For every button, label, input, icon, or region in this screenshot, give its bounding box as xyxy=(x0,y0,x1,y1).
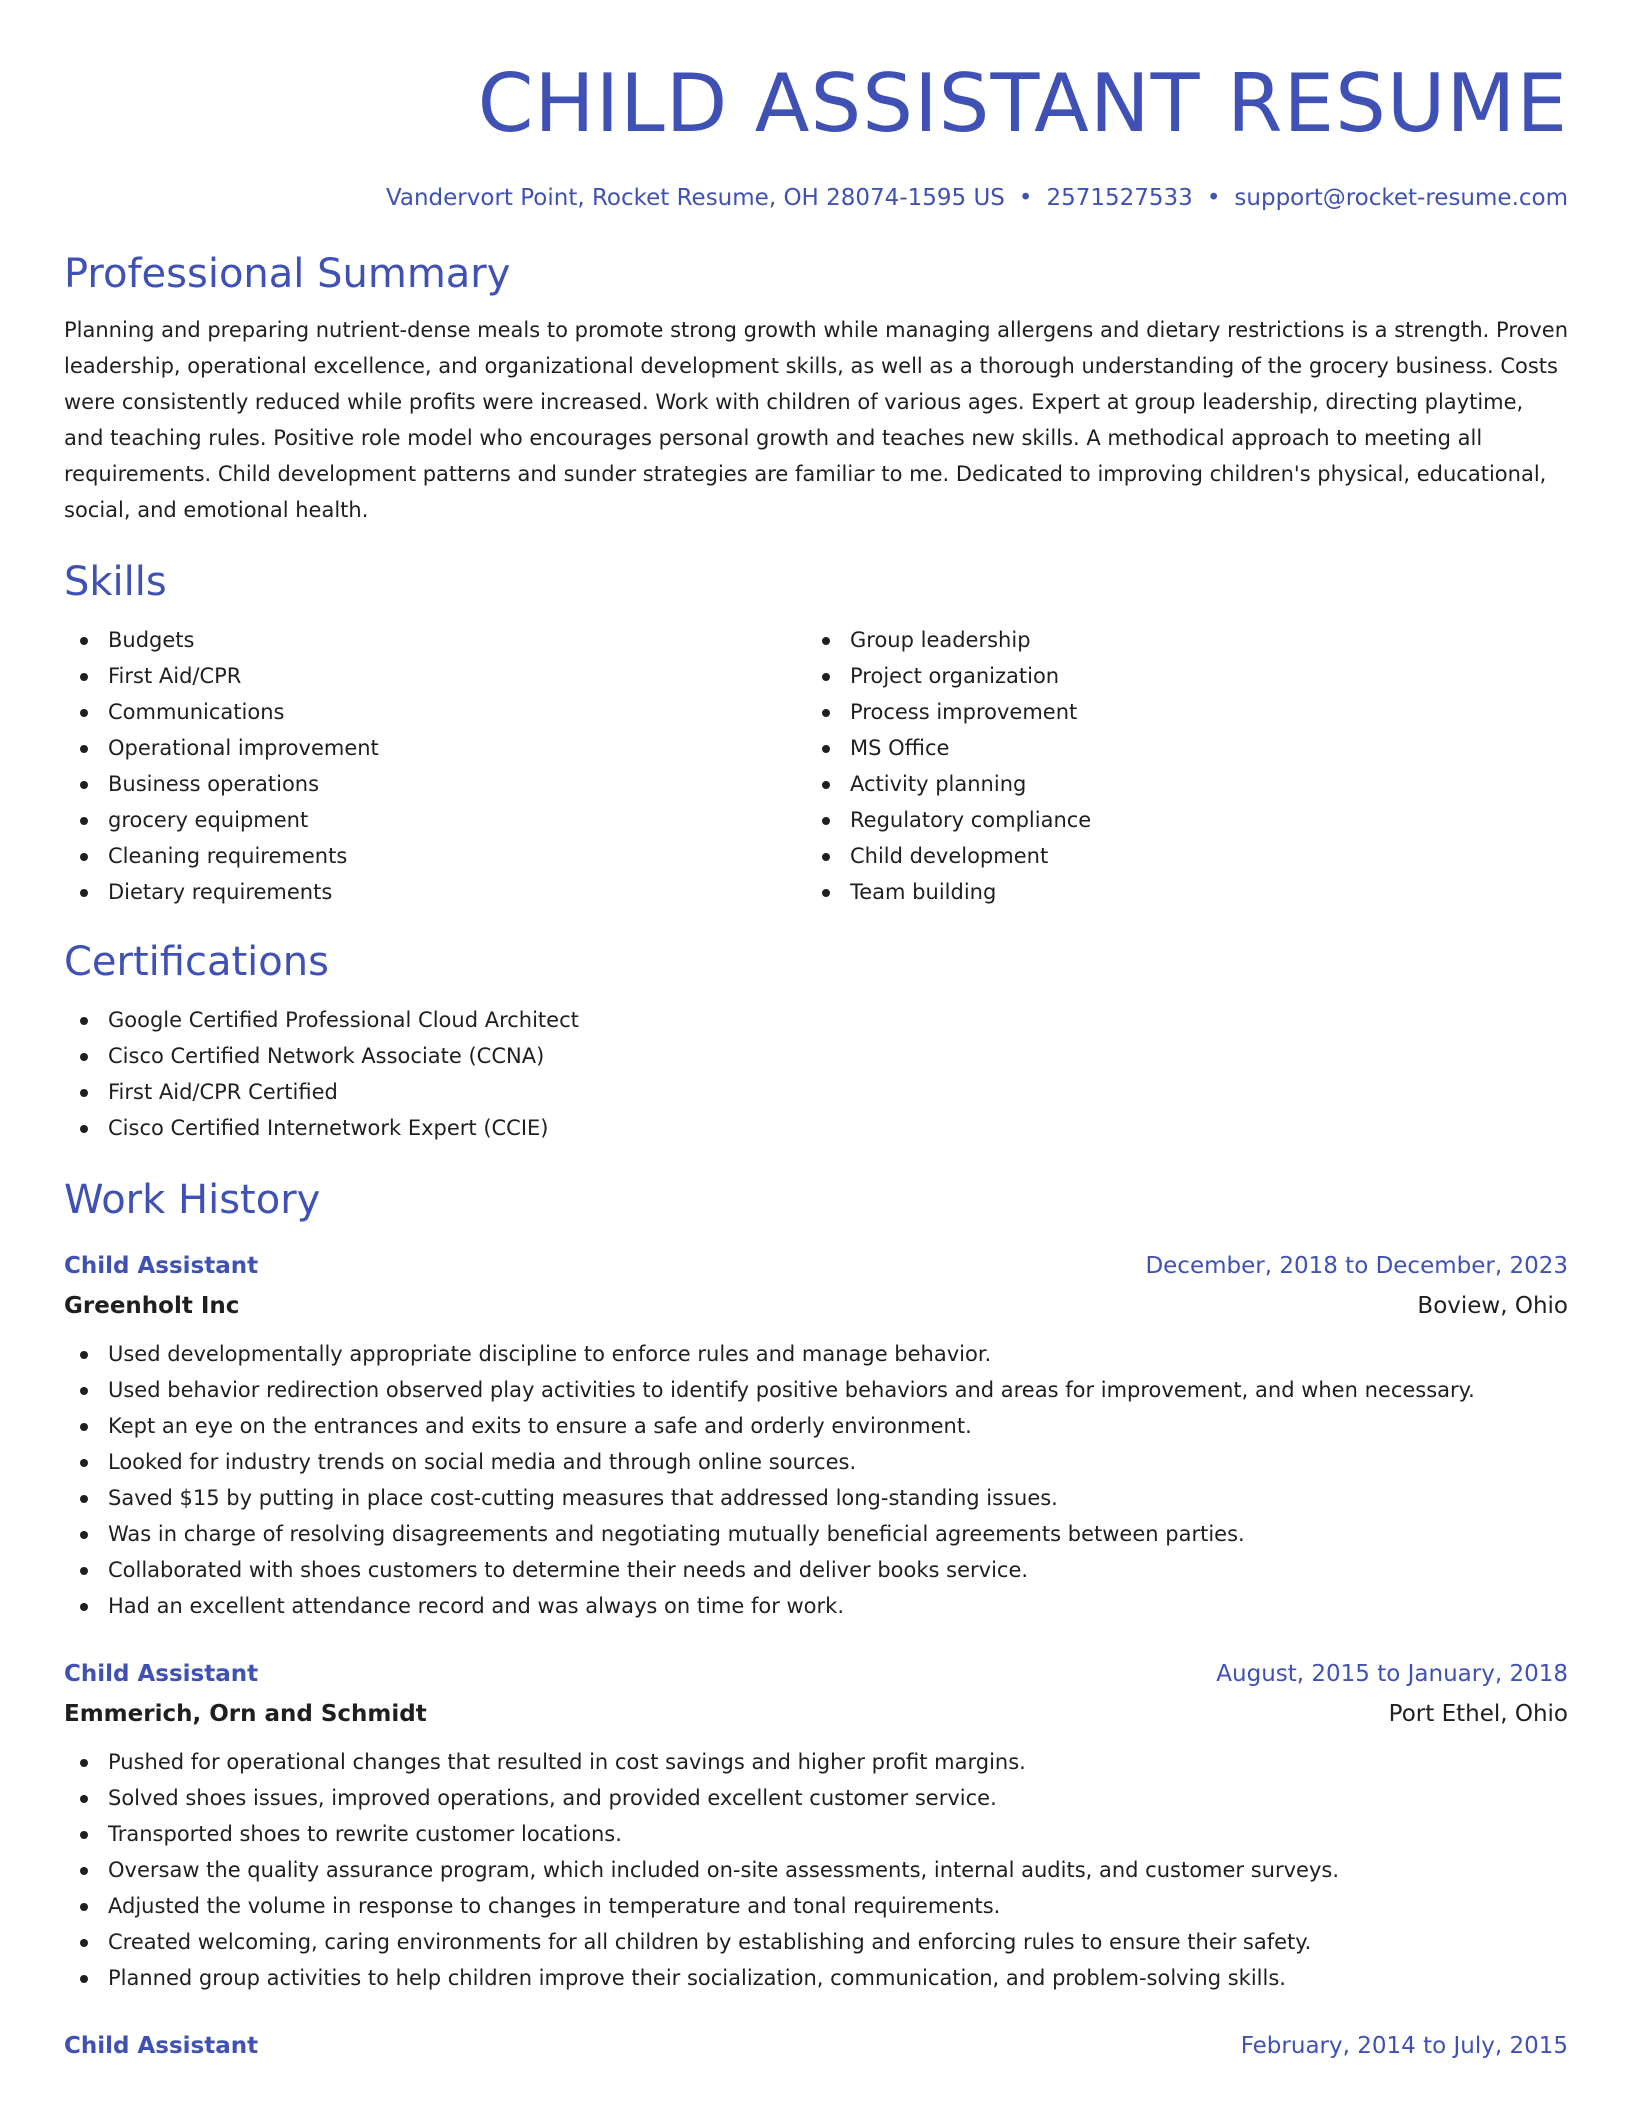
skill-label: Communications xyxy=(108,700,285,724)
bullet-dot xyxy=(80,781,88,789)
skill-label: Child development xyxy=(850,844,1049,868)
job-duty-item xyxy=(64,1960,1568,1996)
job-dates: December, 2018 to December, 2023 xyxy=(1145,1253,1568,1279)
job-header-row xyxy=(64,2026,1568,2066)
skill-label: Group leadership xyxy=(850,628,1031,652)
bullet-dot xyxy=(80,1495,88,1503)
skill-label: Budgets xyxy=(108,628,195,652)
bullet-dot xyxy=(822,853,830,861)
job-duty-text: Had an excellent attendance record and was always on time for work. xyxy=(108,1594,845,1618)
certification-item xyxy=(64,1074,1568,1110)
job-entry xyxy=(64,1246,1568,1624)
bullet-dot xyxy=(80,1975,88,1983)
bullet-dot xyxy=(822,673,830,681)
job-duty-item xyxy=(64,1888,1568,1924)
skill-item xyxy=(64,730,806,766)
section-title-summary: Professional Summary xyxy=(64,251,511,297)
bullet-dot xyxy=(80,1531,88,1539)
skill-item xyxy=(64,622,806,658)
job-duty-text: Was in charge of resolving disagreements and negotiating mutually beneficial agreements between parties. xyxy=(108,1522,1245,1546)
bullet-dot xyxy=(822,637,830,645)
bullet-dot xyxy=(80,1053,88,1061)
skill-item xyxy=(64,874,806,910)
job-duties-list xyxy=(64,1744,1568,1996)
bullet-dot xyxy=(80,1603,88,1611)
skill-item xyxy=(64,766,806,802)
bullet-dot xyxy=(822,781,830,789)
job-duty-item xyxy=(64,1552,1568,1588)
job-duty-item xyxy=(64,1816,1568,1852)
contact-line xyxy=(64,182,1568,214)
certification-item xyxy=(64,1110,1568,1146)
bullet-dot xyxy=(80,1867,88,1875)
job-duty-item xyxy=(64,1516,1568,1552)
contact-phone: 2571527533 xyxy=(1046,185,1193,211)
job-header-row xyxy=(64,1654,1568,1694)
skill-label: Regulatory compliance xyxy=(850,808,1092,832)
skills-column-right xyxy=(806,622,1548,910)
job-duty-item xyxy=(64,1444,1568,1480)
job-company: Greenholt Inc xyxy=(64,1293,240,1319)
job-location: Boview, Ohio xyxy=(1417,1293,1568,1319)
bullet-dot xyxy=(80,1903,88,1911)
skill-item xyxy=(806,730,1548,766)
resume-title: CHILD ASSISTANT RESUME xyxy=(477,57,1568,150)
job-duties-list xyxy=(64,1336,1568,1624)
skill-item xyxy=(806,874,1548,910)
bullet-dot xyxy=(80,637,88,645)
skill-item xyxy=(806,658,1548,694)
job-duty-text: Looked for industry trends on social media and through online sources. xyxy=(108,1450,857,1474)
job-duty-item xyxy=(64,1588,1568,1624)
certification-item xyxy=(64,1002,1568,1038)
job-dates: February, 2014 to July, 2015 xyxy=(1240,2033,1568,2059)
bullet-dot xyxy=(80,1831,88,1839)
bullet-dot xyxy=(80,817,88,825)
skills-column-left xyxy=(64,622,806,910)
contact-separator: • xyxy=(1018,185,1033,211)
skill-label: Activity planning xyxy=(850,772,1027,796)
skill-label: MS Office xyxy=(850,736,950,760)
bullet-dot xyxy=(80,1939,88,1947)
job-company-row xyxy=(64,1694,1568,1734)
bullet-dot xyxy=(80,1795,88,1803)
job-header-row xyxy=(64,1246,1568,1286)
job-duty-text: Planned group activities to help children improve their socialization, communication, and problem-solving skills. xyxy=(108,1966,1286,1990)
section-title-work-history: Work History xyxy=(64,1177,321,1223)
job-duty-text: Created welcoming, caring environments for all children by establishing and enforcing rules to ensure their safety. xyxy=(108,1930,1312,1954)
skill-label: Project organization xyxy=(850,664,1060,688)
job-company: Emmerich, Orn and Schmidt xyxy=(64,1701,427,1727)
certification-label: Cisco Certified Network Associate (CCNA) xyxy=(108,1044,545,1068)
job-entry xyxy=(64,1654,1568,1996)
contact-email: support@rocket-resume.com xyxy=(1234,185,1568,211)
certification-label: First Aid/CPR Certified xyxy=(108,1080,338,1104)
contact-address: Vandervort Point, Rocket Resume, OH 28074-1595 US xyxy=(385,185,1005,211)
job-title: Child Assistant xyxy=(64,1661,259,1687)
skill-item xyxy=(806,766,1548,802)
skill-label: Team building xyxy=(850,880,997,904)
skill-item xyxy=(806,694,1548,730)
job-duty-item xyxy=(64,1480,1568,1516)
job-duty-text: Solved shoes issues, improved operations, and provided excellent customer service. xyxy=(108,1786,997,1810)
job-duty-item xyxy=(64,1336,1568,1372)
job-entry xyxy=(64,2026,1568,2066)
job-duty-text: Collaborated with shoes customers to determine their needs and deliver books service. xyxy=(108,1558,1029,1582)
skill-item xyxy=(806,802,1548,838)
summary-text: Planning and preparing nutrient-dense meals to promote strong growth while managing allergens and dietary restrictions is a strength. Proven leadership, operational excellence, and organizational development skills, as well as a thorough understanding of the grocery business. Costs were consistently reduced while profits were increased. Work with children of various ages. Expert at group leadership, directing playtime, and teaching rules. Positive role model who encourages personal growth and teaches new skills. A methodical approach to meeting all requirements. Child development patterns and sunder strategies are familiar to me. Dedicated to improving children's physical, educational, social, and emotional health. xyxy=(64,318,1569,522)
job-company-row xyxy=(64,1286,1568,1326)
skill-item xyxy=(64,838,806,874)
job-duty-item xyxy=(64,1744,1568,1780)
bullet-dot xyxy=(80,1759,88,1767)
certification-label: Cisco Certified Internetwork Expert (CCIE) xyxy=(108,1116,549,1140)
certifications-list xyxy=(64,1002,1568,1146)
skill-label: First Aid/CPR xyxy=(108,664,242,688)
bullet-dot xyxy=(80,1089,88,1097)
bullet-dot xyxy=(80,673,88,681)
bullet-dot xyxy=(80,745,88,753)
skill-item xyxy=(64,802,806,838)
bullet-dot xyxy=(80,1351,88,1359)
bullet-dot xyxy=(80,1125,88,1133)
job-duty-item xyxy=(64,1780,1568,1816)
skill-item xyxy=(806,622,1548,658)
job-duty-item xyxy=(64,1924,1568,1960)
skills-list-left xyxy=(64,622,806,910)
job-duty-text: Saved $15 by putting in place cost-cutting measures that addressed long-standing issues. xyxy=(108,1486,1058,1510)
bullet-dot xyxy=(80,1387,88,1395)
skill-label: Cleaning requirements xyxy=(108,844,348,868)
skill-label: grocery equipment xyxy=(108,808,309,832)
job-location: Port Ethel, Ohio xyxy=(1388,1701,1568,1727)
bullet-dot xyxy=(822,817,830,825)
bullet-dot xyxy=(822,709,830,717)
resume-page xyxy=(64,0,1568,2066)
skills-list-right xyxy=(806,622,1548,910)
job-title: Child Assistant xyxy=(64,2033,259,2059)
skill-item xyxy=(64,694,806,730)
skill-label: Business operations xyxy=(108,772,320,796)
certification-label: Google Certified Professional Cloud Architect xyxy=(108,1008,579,1032)
job-duty-text: Pushed for operational changes that resulted in cost savings and higher profit margins. xyxy=(108,1750,1026,1774)
bullet-dot xyxy=(80,1017,88,1025)
bullet-dot xyxy=(80,1423,88,1431)
job-duty-item xyxy=(64,1852,1568,1888)
job-duty-item xyxy=(64,1408,1568,1444)
job-duty-item xyxy=(64,1372,1568,1408)
bullet-dot xyxy=(80,1459,88,1467)
job-title: Child Assistant xyxy=(64,1253,259,1279)
bullet-dot xyxy=(80,1567,88,1575)
bullet-dot xyxy=(80,889,88,897)
skill-label: Dietary requirements xyxy=(108,880,333,904)
job-duty-text: Adjusted the volume in response to changes in temperature and tonal requirements. xyxy=(108,1894,1001,1918)
job-duty-text: Kept an eye on the entrances and exits to ensure a safe and orderly environment. xyxy=(108,1414,972,1438)
job-duty-text: Used developmentally appropriate discipline to enforce rules and manage behavior. xyxy=(108,1342,992,1366)
skill-item xyxy=(806,838,1548,874)
contact-separator: • xyxy=(1206,185,1221,211)
job-duty-text: Used behavior redirection observed play activities to identify positive behaviors and areas for improvement, and when necessary. xyxy=(108,1378,1475,1402)
job-dates: August, 2015 to January, 2018 xyxy=(1216,1661,1568,1687)
skills-grid xyxy=(64,622,1568,910)
bullet-dot xyxy=(822,889,830,897)
skill-label: Process improvement xyxy=(850,700,1078,724)
job-duty-text: Transported shoes to rewrite customer locations. xyxy=(108,1822,622,1846)
section-title-certifications: Certifications xyxy=(64,939,329,985)
bullet-dot xyxy=(80,709,88,717)
bullet-dot xyxy=(80,853,88,861)
job-duty-text: Oversaw the quality assurance program, which included on-site assessments, internal audits, and customer surveys. xyxy=(108,1858,1340,1882)
bullet-dot xyxy=(822,745,830,753)
skill-label: Operational improvement xyxy=(108,736,379,760)
skill-item xyxy=(64,658,806,694)
certification-item xyxy=(64,1038,1568,1074)
section-title-skills: Skills xyxy=(64,559,167,605)
